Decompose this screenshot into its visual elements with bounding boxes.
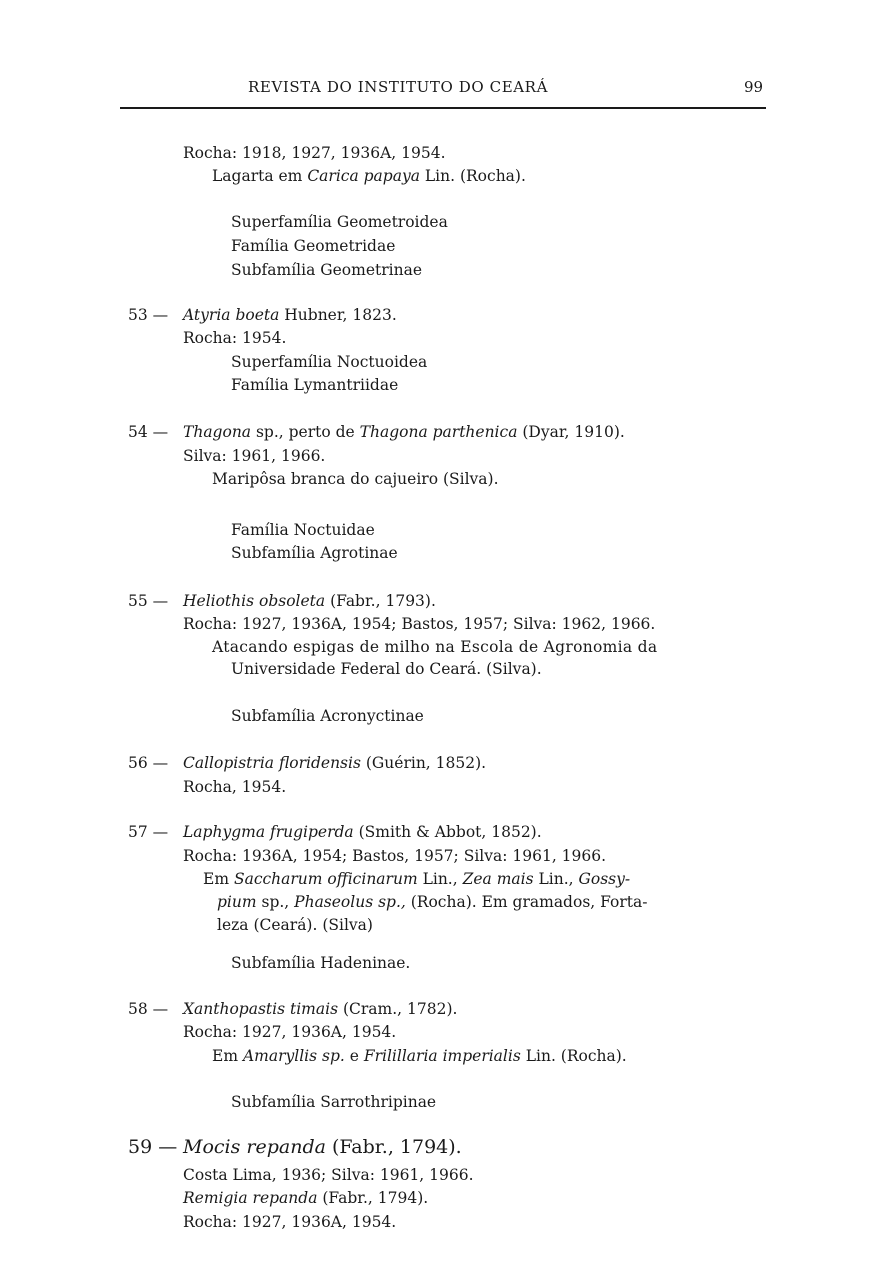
species-entry: Heliothis obsoleta (Fabr., 1793). [183,592,436,610]
species-name: Atyria boeta [183,306,280,324]
host-note: Em Amaryllis sp. e Frilillaria imperialis Lin. (Rocha). [212,1047,627,1065]
common-name-note: Maripôsa branca do cajueiro (Silva). [212,470,499,488]
synonym-name: Remigia repanda [183,1189,318,1207]
header-rule [120,107,766,109]
host-note-cont: Universidade Federal do Ceará. (Silva). [231,660,542,678]
subfamily-heading: Subfamília Geometrinae [231,261,422,279]
journal-title: REVISTA DO INSTITUTO DO CEARÁ [248,78,549,96]
species-name: Heliothis obsoleta [183,592,326,610]
references: Rocha, 1954. [183,778,287,796]
entry-number: 55 — [128,592,169,610]
species-entry: Atyria boeta Hubner, 1823. [183,306,397,324]
host-note: Lagarta em Carica papaya Lin. (Rocha). [212,167,526,185]
species-entry: Thagona sp., perto de Thagona parthenica (Dyar, 1910). [183,423,625,441]
family-heading: Família Geometridae [231,237,396,255]
species-name: Callopistria floridensis [183,754,361,772]
subfamily-heading: Subfamília Sarrothripinae [231,1093,437,1111]
entry-number: 58 — [128,1000,169,1018]
references: Costa Lima, 1936; Silva: 1961, 1966. [183,1166,474,1184]
entry-number: 59 — [128,1136,178,1158]
species-name: Thagona [183,423,252,441]
host-note: Atacando espigas de milho na Escola de Agronomia da [212,638,658,656]
species-entry: Xanthopastis timais (Cram., 1782). [183,1000,458,1018]
species-name-compare: Thagona parthenica [359,423,518,441]
species-entry: Laphygma frugiperda (Smith & Abbot, 1852). [183,823,542,841]
entry-number: 54 — [128,423,169,441]
subfamily-heading: Subfamília Acronyctinae [231,707,424,725]
species-entry: Callopistria floridensis (Guérin, 1852). [183,754,487,772]
species-name: Laphygma frugiperda [183,823,354,841]
subfamily-heading: Subfamília Agrotinae [231,544,398,562]
host-note-cont: pium sp., Phaseolus sp., (Rocha). Em gramados, Forta- [217,893,648,911]
family-heading: Família Lymantriidae [231,376,399,394]
species-name: Mocis repanda [183,1136,326,1158]
host-note: Em Saccharum officinarum Lin., Zea mais Lin., Gossy- [203,870,631,888]
superfamily-heading: Superfamília Geometroidea [231,213,448,231]
rocha-references: Rocha: 1927, 1936A, 1954. [183,1023,397,1041]
page-number: 99 [744,78,764,96]
rocha-references: Rocha: 1954. [183,329,287,347]
subfamily-heading: Subfamília Hadeninae. [231,954,411,972]
host-note-cont: leza (Ceará). (Silva) [217,916,373,934]
entry-number: 56 — [128,754,169,772]
references: Rocha: 1936A, 1954; Bastos, 1957; Silva: 1961, 1966. [183,847,607,865]
rocha-references: Rocha: 1927, 1936A, 1954. [183,1213,397,1231]
running-header [0,78,893,98]
species-name: Xanthopastis timais [183,1000,339,1018]
family-heading: Família Noctuidae [231,521,375,539]
rocha-references: Rocha: 1918, 1927, 1936A, 1954. [183,144,446,162]
entry-number: 53 — [128,306,169,324]
host-species: Carica papaya [307,167,420,185]
entry-number: 57 — [128,823,169,841]
synonym-entry: Remigia repanda (Fabr., 1794). [183,1189,429,1207]
references: Rocha: 1927, 1936A, 1954; Bastos, 1957; Silva: 1962, 1966. [183,615,656,633]
species-entry: Mocis repanda (Fabr., 1794). [183,1136,462,1158]
silva-references: Silva: 1961, 1966. [183,447,326,465]
superfamily-heading: Superfamília Noctuoidea [231,353,428,371]
